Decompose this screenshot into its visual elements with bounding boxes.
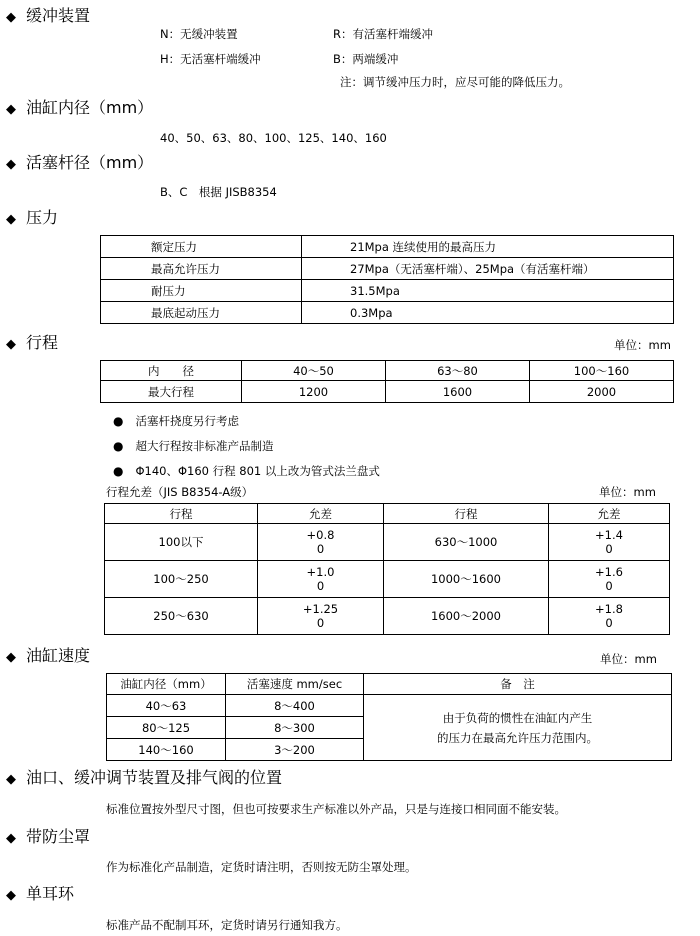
tolerance-upper: +1.8	[595, 602, 623, 616]
pressure-label: 最高允许压力	[101, 258, 302, 280]
diamond-icon: ◆	[6, 831, 16, 846]
dust-text: 作为标准化产品制造，定货时请注明，否则按无防尘罩处理。	[106, 860, 417, 874]
tolerance-stroke: 1000～1600	[384, 561, 549, 598]
pressure-value: 0.3Mpa	[302, 302, 674, 324]
cushion-option-r: R：有活塞杆端缓冲	[333, 27, 433, 41]
stroke-cell: 最大行程	[101, 381, 242, 403]
speed-note-line: 的压力在最高允许压力范围内。	[437, 730, 598, 745]
tolerance-lower: 0	[316, 542, 325, 556]
pressure-value: 27Mpa（无活塞杆端）、25Mpa（有活塞杆端）	[302, 258, 674, 280]
speed-bore: 40～63	[107, 695, 226, 717]
heading-text: 行程	[26, 333, 59, 352]
speed-value: 8～400	[226, 695, 364, 717]
speed-header: 备 注	[364, 674, 672, 695]
pressure-label: 额定压力	[101, 236, 302, 258]
table-row	[105, 504, 670, 524]
table-row	[101, 236, 674, 258]
tolerance-value	[549, 561, 670, 598]
tolerance-header: 行程	[384, 504, 549, 524]
list-item-text: 活塞杆挠度另行考虑	[135, 414, 239, 428]
speed-table	[106, 673, 672, 761]
diamond-icon: ◆	[6, 10, 16, 25]
speed-header: 活塞速度 mm/sec	[226, 674, 364, 695]
section-heading-bore	[6, 98, 153, 120]
stroke-header: 内 径	[101, 361, 242, 381]
tolerance-stroke: 100以下	[105, 524, 258, 561]
cushion-option-n: N：无缓冲装置	[160, 27, 238, 41]
table-row	[105, 561, 670, 598]
list-item-text: Φ140、Φ160 行程 801 以上改为管式法兰盘式	[135, 464, 380, 478]
tolerance-value	[258, 561, 384, 598]
tolerance-header: 允差	[549, 504, 670, 524]
diamond-icon: ◆	[6, 337, 16, 352]
section-heading-speed	[6, 646, 90, 668]
speed-bore: 140～160	[107, 739, 226, 761]
table-row	[101, 381, 674, 403]
section-heading-clevis	[6, 884, 74, 906]
tolerance-lower: 0	[316, 616, 325, 630]
pressure-label: 最底起动压力	[101, 302, 302, 324]
section-heading-stroke	[6, 333, 58, 355]
heading-text: 带防尘罩	[26, 827, 91, 846]
tolerance-stroke: 250～630	[105, 598, 258, 635]
bullet-icon: ●	[113, 464, 124, 478]
rod-values: B、C 根据 JISB8354	[160, 185, 277, 199]
table-row	[101, 258, 674, 280]
list-item	[113, 438, 273, 454]
stroke-cell: 1600	[386, 381, 530, 403]
section-heading-ports	[6, 768, 282, 790]
tolerance-lower: 0	[316, 579, 325, 593]
speed-header: 油缸内径（mm）	[107, 674, 226, 695]
section-heading-rod	[6, 153, 153, 175]
table-row	[101, 280, 674, 302]
cushion-option-h: H：无活塞杆端缓冲	[160, 52, 261, 66]
diamond-icon: ◆	[6, 157, 16, 172]
tolerance-value	[549, 598, 670, 635]
cushion-option-b: B：两端缓冲	[333, 52, 399, 66]
tolerance-value	[549, 524, 670, 561]
stroke-header: 100～160	[530, 361, 674, 381]
speed-note-line: 由于负荷的惯性在油缸内产生	[442, 710, 593, 725]
table-row	[105, 598, 670, 635]
diamond-icon: ◆	[6, 772, 16, 787]
tolerance-upper: +0.8	[306, 528, 335, 542]
cushion-note: 注：调节缓冲压力时，应尽可能的降低压力。	[340, 75, 570, 89]
tolerance-value	[258, 598, 384, 635]
section-heading-cushion	[6, 6, 90, 28]
clevis-text: 标准产品不配制耳环，定货时请另行通知我方。	[106, 918, 348, 932]
tolerance-lower: 0	[605, 579, 613, 593]
tolerance-stroke: 630～1000	[384, 524, 549, 561]
table-row	[107, 674, 672, 695]
heading-text: 缓冲装置	[26, 6, 91, 25]
heading-text: 油口、缓冲调节装置及排气阀的位置	[26, 768, 283, 787]
bore-values: 40、50、63、80、100、125、140、160	[160, 131, 387, 145]
section-heading-dust	[6, 827, 90, 849]
diamond-icon: ◆	[6, 650, 16, 665]
bullet-icon: ●	[113, 414, 124, 428]
list-item	[113, 413, 239, 429]
tolerance-lower: 0	[605, 616, 613, 630]
heading-text: 压力	[26, 208, 59, 227]
diamond-icon: ◆	[6, 102, 16, 117]
pressure-value: 31.5Mpa	[302, 280, 674, 302]
table-row	[105, 524, 670, 561]
tolerance-header: 允差	[258, 504, 384, 524]
pressure-label: 耐压力	[101, 280, 302, 302]
heading-text: 油缸内径（mm）	[26, 98, 154, 117]
tolerance-header: 行程	[105, 504, 258, 524]
speed-note	[364, 695, 672, 761]
ports-text: 标准位置按外型尺寸图，但也可按要求生产标准以外产品，只是与连接口相同面不能安装。	[106, 802, 566, 816]
list-item	[113, 463, 380, 479]
tolerance-upper: +1.4	[595, 528, 623, 542]
speed-value: 8～300	[226, 717, 364, 739]
table-row	[107, 695, 672, 717]
table-row	[101, 302, 674, 324]
stroke-table	[100, 360, 674, 403]
pressure-table	[100, 235, 674, 324]
tolerance-title: 行程允差（JIS B8354-A级）	[106, 485, 254, 499]
list-item-text: 超大行程按非标准产品制造	[135, 439, 274, 453]
stroke-header: 63～80	[386, 361, 530, 381]
table-row	[101, 361, 674, 381]
diamond-icon: ◆	[6, 212, 16, 227]
diamond-icon: ◆	[6, 888, 16, 903]
section-heading-pressure	[6, 208, 58, 230]
speed-value: 3～200	[226, 739, 364, 761]
stroke-cell: 2000	[530, 381, 674, 403]
bullet-icon: ●	[113, 439, 124, 453]
tolerance-stroke: 1600～2000	[384, 598, 549, 635]
heading-text: 活塞杆径（mm）	[26, 153, 154, 172]
speed-bore: 80～125	[107, 717, 226, 739]
heading-text: 单耳环	[26, 884, 75, 903]
tolerance-lower: 0	[605, 542, 613, 556]
tolerance-value	[258, 524, 384, 561]
tolerance-upper: +1.6	[595, 565, 623, 579]
tolerance-table	[104, 503, 670, 635]
tolerance-upper: +1.0	[306, 565, 335, 579]
stroke-unit: 单位：mm	[614, 338, 671, 352]
tolerance-upper: +1.25	[302, 602, 339, 616]
tolerance-stroke: 100～250	[105, 561, 258, 598]
pressure-value: 21Mpa 连续使用的最高压力	[302, 236, 674, 258]
speed-unit: 单位：mm	[600, 652, 657, 666]
stroke-header: 40～50	[242, 361, 386, 381]
tolerance-unit: 单位：mm	[599, 485, 656, 499]
stroke-cell: 1200	[242, 381, 386, 403]
heading-text: 油缸速度	[26, 646, 91, 665]
